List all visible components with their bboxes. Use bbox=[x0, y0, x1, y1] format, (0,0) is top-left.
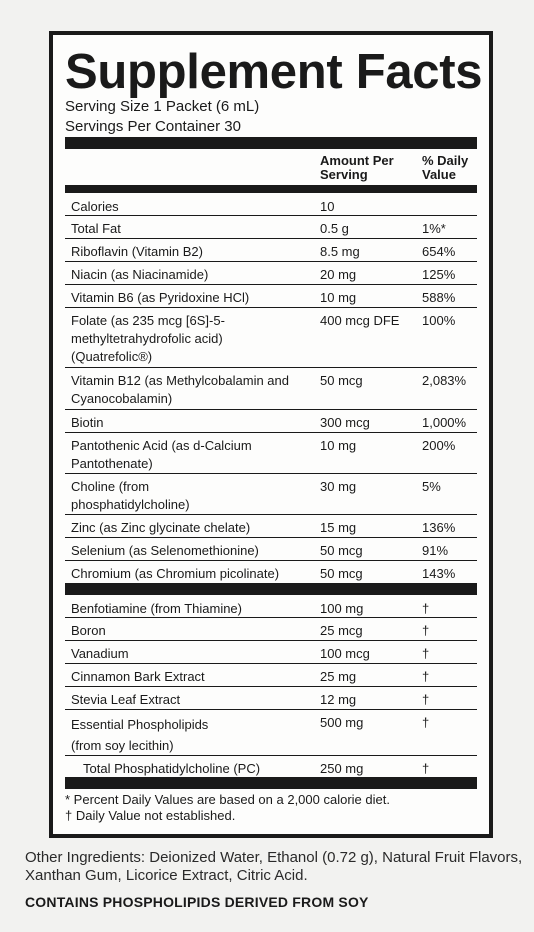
ingredient-daily-value: † bbox=[422, 692, 430, 707]
nutrient-amount: 8.5 mg bbox=[320, 244, 360, 259]
nutrient-amount: 10 mg bbox=[320, 438, 357, 453]
footnote-dagger: † Daily Value not established. bbox=[65, 808, 236, 823]
nutrient-row bbox=[65, 561, 477, 583]
nutrient-row bbox=[65, 410, 477, 433]
ingredient-amount: 100 mg bbox=[320, 601, 364, 616]
nutrient-daily-value: 1%* bbox=[422, 221, 446, 236]
thick-divider-bottom bbox=[65, 777, 477, 789]
nutrient-name: Calories bbox=[71, 199, 119, 214]
nutrient-daily-value: 1,000% bbox=[422, 415, 467, 430]
nutrient-amount: 10 bbox=[320, 199, 335, 214]
ingredient-row bbox=[65, 710, 477, 756]
nutrient-row bbox=[65, 262, 477, 285]
nutrient-row bbox=[65, 368, 477, 410]
supplement-facts-panel bbox=[49, 31, 493, 838]
serving-size: Serving Size 1 Packet (6 mL) bbox=[65, 98, 260, 115]
ingredient-name: Stevia Leaf Extract bbox=[71, 692, 181, 707]
nutrient-name: Folate (as 235 mcg [6S]-5-methyltetrahydrofolic acid) (Quatrefolic®) bbox=[71, 313, 225, 364]
nutrient-amount: 10 mg bbox=[320, 290, 357, 305]
nutrient-daily-value: 100% bbox=[422, 313, 456, 328]
nutrient-name: Riboflavin (Vitamin B2) bbox=[71, 244, 203, 259]
thick-divider-middle bbox=[65, 583, 477, 595]
ingredient-amount: 25 mcg bbox=[320, 623, 363, 638]
ingredient-amount: 100 mcg bbox=[320, 646, 370, 661]
nutrient-daily-value: 136% bbox=[422, 520, 456, 535]
ingredient-name: Benfotiamine (from Thiamine) bbox=[71, 601, 242, 616]
nutrient-name: Biotin bbox=[71, 415, 104, 430]
ingredient-daily-value: † bbox=[422, 646, 430, 661]
nutrient-daily-value: 5% bbox=[422, 479, 441, 494]
allergen-statement: CONTAINS PHOSPHOLIPIDS DERIVED FROM SOY bbox=[25, 894, 369, 910]
ingredient-row bbox=[65, 664, 477, 687]
header-amount-per-serving: Amount Per Serving bbox=[320, 153, 394, 182]
ingredient-name: Total Phosphatidylcholine (PC) bbox=[83, 761, 261, 776]
nutrient-amount: 20 mg bbox=[320, 267, 357, 282]
ingredient-daily-value: † bbox=[422, 623, 430, 638]
nutrient-amount: 400 mcg DFE bbox=[320, 313, 400, 328]
ingredient-name: Cinnamon Bark Extract bbox=[71, 669, 205, 684]
nutrient-daily-value: 91% bbox=[422, 543, 449, 558]
other-ingredients: Other Ingredients: Deionized Water, Ethanol (0.72 g), Natural Fruit Flavors, Xanthan Gum, Licorice Extract, Citric Acid. bbox=[25, 849, 523, 884]
nutrient-name: Pantothenic Acid (as d-Calcium Pantothenate) bbox=[71, 438, 252, 471]
ingredient-daily-value: † bbox=[422, 601, 430, 616]
ingredient-daily-value: † bbox=[422, 669, 430, 684]
nutrient-row bbox=[65, 474, 477, 515]
nutrient-row bbox=[65, 194, 477, 216]
medium-divider bbox=[65, 185, 477, 193]
ingredient-name: Vanadium bbox=[71, 646, 129, 661]
ingredient-amount: 12 mg bbox=[320, 692, 357, 707]
thick-divider-top bbox=[65, 137, 477, 149]
nutrient-amount: 15 mg bbox=[320, 520, 357, 535]
nutrient-name: Zinc (as Zinc glycinate chelate) bbox=[71, 520, 251, 535]
nutrient-row bbox=[65, 216, 477, 239]
nutrient-row bbox=[65, 515, 477, 538]
ingredient-row bbox=[65, 596, 477, 618]
ingredient-amount: 250 mg bbox=[320, 761, 364, 776]
servings-per-container: Servings Per Container 30 bbox=[65, 118, 241, 135]
ingredient-row bbox=[65, 641, 477, 664]
ingredient-row bbox=[65, 687, 477, 710]
nutrient-row bbox=[65, 239, 477, 262]
nutrient-row bbox=[65, 433, 477, 474]
nutrient-amount: 50 mcg bbox=[320, 543, 363, 558]
nutrient-daily-value: 125% bbox=[422, 267, 456, 282]
nutrient-name: Choline (from phosphatidylcholine) bbox=[71, 479, 190, 512]
nutrient-row bbox=[65, 308, 477, 368]
nutrient-name: Chromium (as Chromium picolinate) bbox=[71, 566, 280, 581]
footnote-daily-values: * Percent Daily Values are based on a 2,000 calorie diet. bbox=[65, 792, 390, 807]
ingredient-amount: 25 mg bbox=[320, 669, 357, 684]
nutrient-name: Selenium (as Selenomethionine) bbox=[71, 543, 259, 558]
nutrient-daily-value: 200% bbox=[422, 438, 456, 453]
nutrient-daily-value: 143% bbox=[422, 566, 456, 581]
nutrient-name: Niacin (as Niacinamide) bbox=[71, 267, 209, 282]
nutrient-row bbox=[65, 285, 477, 308]
ingredient-daily-value: † bbox=[422, 761, 430, 776]
ingredient-row bbox=[65, 618, 477, 641]
nutrient-daily-value: 2,083% bbox=[422, 373, 467, 388]
nutrient-name: Vitamin B6 (as Pyridoxine HCl) bbox=[71, 290, 250, 305]
nutrient-name: Total Fat bbox=[71, 221, 121, 236]
nutrient-name: Vitamin B12 (as Methylcobalamin and Cyanocobalamin) bbox=[71, 373, 289, 406]
nutrient-amount: 0.5 g bbox=[320, 221, 349, 236]
panel-title: Supplement Facts bbox=[65, 45, 483, 99]
nutrient-amount: 300 mcg bbox=[320, 415, 370, 430]
nutrient-daily-value: 654% bbox=[422, 244, 456, 259]
ingredient-amount: 500 mg bbox=[320, 715, 364, 730]
ingredient-name: Boron bbox=[71, 623, 106, 638]
nutrient-amount: 50 mcg bbox=[320, 373, 363, 388]
header-daily-value: % Daily Value bbox=[422, 153, 469, 182]
nutrient-amount: 50 mcg bbox=[320, 566, 363, 581]
ingredient-name: Essential Phospholipids (from soy lecithin) bbox=[71, 717, 209, 753]
nutrient-row bbox=[65, 538, 477, 561]
ingredient-daily-value: † bbox=[422, 715, 430, 730]
nutrient-amount: 30 mg bbox=[320, 479, 357, 494]
nutrient-daily-value: 588% bbox=[422, 290, 456, 305]
